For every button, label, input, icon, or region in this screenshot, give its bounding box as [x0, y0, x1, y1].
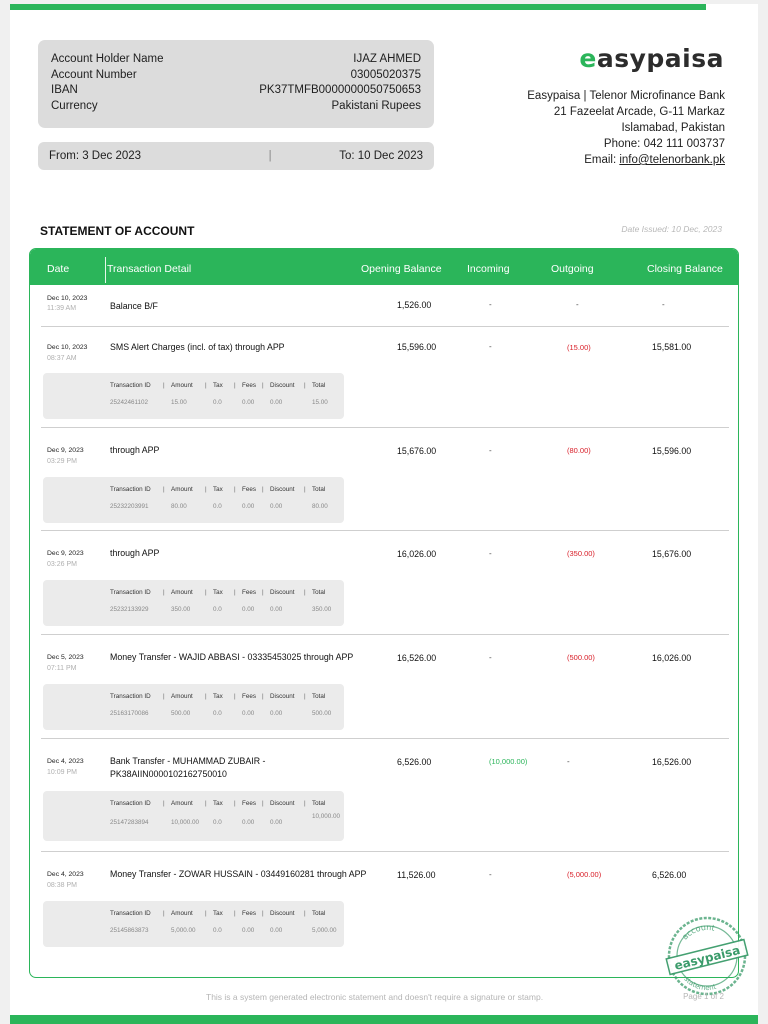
sub-separator: | — [163, 910, 165, 917]
header-date: Date — [47, 263, 70, 275]
sub-separator: | — [304, 693, 306, 700]
header-separator — [105, 257, 106, 283]
sub-tax: 0.0 — [213, 819, 222, 826]
table-row — [30, 327, 738, 427]
sub-amount: 80.00 — [171, 503, 187, 510]
sub-separator: | — [262, 486, 264, 493]
row-date: Dec 4, 2023 — [47, 758, 84, 765]
sub-header-tax: Tax — [213, 486, 223, 493]
account-info-box — [38, 40, 434, 128]
date-issued: Date Issued: 10 Dec, 2023 — [621, 224, 722, 234]
sub-separator: | — [163, 693, 165, 700]
row-time: 08:37 AM — [47, 355, 77, 362]
statement-title: STATEMENT OF ACCOUNT — [40, 224, 195, 238]
period-separator: | — [268, 150, 272, 162]
row-incoming: - — [489, 653, 492, 662]
sub-separator: | — [262, 382, 264, 389]
row-incoming: - — [489, 342, 492, 351]
sub-separator: | — [205, 589, 207, 596]
row-date: Dec 4, 2023 — [47, 871, 84, 878]
table-row — [30, 852, 738, 956]
stamp-top-text: account — [680, 922, 716, 942]
sub-header-amount: Amount — [171, 800, 193, 807]
sub-tax: 0.0 — [213, 710, 222, 717]
sub-separator: | — [205, 800, 207, 807]
bank-phone: Phone: 042 111 003737 — [603, 138, 725, 150]
bank-city: Islamabad, Pakistan — [621, 122, 725, 134]
sub-header-discount: Discount — [270, 693, 295, 700]
sub-total: 80.00 — [312, 503, 328, 510]
sub-fees: 0.00 — [242, 927, 255, 934]
row-incoming: - — [489, 446, 492, 455]
sub-discount: 0.00 — [270, 399, 283, 406]
sub-header-discount: Discount — [270, 382, 295, 389]
sub-total: 500.00 — [312, 710, 332, 717]
row-detail: through APP — [110, 445, 160, 455]
page-number: Page 1 of 2 — [683, 992, 724, 1001]
row-incoming: - — [489, 870, 492, 879]
sub-header-total: Total — [312, 910, 326, 917]
transaction-breakdown — [43, 580, 344, 626]
sub-header-discount: Discount — [270, 589, 295, 596]
row-incoming: (10,000.00) — [489, 757, 528, 766]
row-outgoing: (15.00) — [567, 343, 591, 352]
row-detail: Balance B/F — [110, 301, 158, 311]
row-outgoing: - — [576, 300, 579, 309]
sub-header-tax: Tax — [213, 910, 223, 917]
bank-email-link[interactable]: info@telenorbank.pk — [619, 154, 725, 166]
sub-amount: 5,000.00 — [171, 927, 196, 934]
sub-separator: | — [234, 910, 236, 917]
sub-header-total: Total — [312, 382, 326, 389]
sub-header-amount: Amount — [171, 589, 193, 596]
statement-period-box — [38, 142, 434, 170]
transaction-breakdown — [43, 791, 344, 841]
row-closing: 16,526.00 — [652, 757, 692, 767]
row-opening: 15,596.00 — [397, 342, 437, 352]
table-row — [30, 428, 738, 531]
row-closing: 16,026.00 — [652, 653, 692, 663]
row-opening: 15,676.00 — [397, 446, 437, 456]
transaction-breakdown — [43, 684, 344, 730]
sub-separator: | — [304, 486, 306, 493]
row-date: Dec 9, 2023 — [47, 550, 84, 557]
sub-discount: 0.00 — [270, 606, 283, 613]
sub-total: 350.00 — [312, 606, 332, 613]
sub-header-total: Total — [312, 693, 326, 700]
sub-separator: | — [163, 382, 165, 389]
currency-row — [51, 99, 421, 115]
sub-separator: | — [262, 800, 264, 807]
iban-row — [51, 83, 421, 99]
sub-header-discount: Discount — [270, 910, 295, 917]
row-opening: 11,526.00 — [397, 870, 436, 880]
sub-separator: | — [262, 693, 264, 700]
row-outgoing: (500.00) — [567, 653, 595, 662]
transaction-breakdown — [43, 901, 344, 947]
account-holder-value: IJAZ AHMED — [353, 53, 421, 65]
sub-header-total: Total — [312, 486, 326, 493]
easypaisa-stamp — [665, 914, 749, 998]
footer-note: This is a system generated electronic statement and doesn't require a signature or stamp. — [206, 992, 544, 1002]
sub-separator: | — [163, 486, 165, 493]
row-opening: 6,526.00 — [397, 757, 432, 767]
row-closing: - — [662, 300, 665, 309]
row-detail: Money Transfer - WAJID ABBASI - 03335453025 through APP — [110, 652, 354, 662]
account-number-value: 03005020375 — [350, 68, 421, 81]
row-outgoing: (80.00) — [567, 446, 591, 455]
row-incoming: - — [489, 300, 492, 309]
sub-amount: 15.00 — [171, 399, 187, 406]
sub-header-fees: Fees — [242, 589, 256, 596]
sub-separator: | — [304, 589, 306, 596]
row-closing: 15,676.00 — [652, 549, 692, 559]
sub-discount: 0.00 — [270, 927, 283, 934]
table-row — [30, 635, 738, 739]
row-time: 11:39 AM — [47, 305, 77, 312]
sub-id: 25147283894 — [110, 819, 149, 826]
row-time: 08:38 PM — [47, 882, 77, 889]
account-number-row — [51, 68, 421, 84]
row-opening: 1,526.00 — [397, 300, 432, 310]
bottom-accent-bar — [10, 1015, 758, 1024]
sub-header-total: Total — [312, 800, 326, 807]
sub-amount: 10,000.00 — [171, 819, 200, 826]
bank-address-block — [527, 88, 725, 168]
row-time: 03:29 PM — [47, 458, 77, 465]
row-date: Dec 5, 2023 — [47, 654, 84, 661]
header-incoming: Incoming — [467, 263, 510, 275]
transaction-breakdown — [43, 477, 344, 523]
sub-fees: 0.00 — [242, 710, 255, 717]
sub-discount: 0.00 — [270, 819, 283, 826]
sub-separator: | — [304, 800, 306, 807]
period-from: From: 3 Dec 2023 — [49, 150, 142, 162]
sub-header-amount: Amount — [171, 910, 193, 917]
row-date: Dec 10, 2023 — [47, 295, 88, 302]
stamp-brand-text: easypaisa — [672, 943, 742, 973]
sub-header-id: Transaction ID — [110, 486, 151, 493]
bank-email-label: Email: — [584, 154, 620, 166]
row-opening: 16,526.00 — [397, 653, 437, 663]
row-detail: through APP — [110, 548, 160, 558]
period-to: To: 10 Dec 2023 — [339, 150, 423, 162]
sub-header-tax: Tax — [213, 693, 223, 700]
sub-fees: 0.00 — [242, 503, 255, 510]
table-row — [30, 285, 738, 327]
account-holder-label: Account Holder Name — [51, 53, 164, 65]
sub-header-id: Transaction ID — [110, 589, 151, 596]
transactions-table — [29, 248, 739, 978]
sub-header-fees: Fees — [242, 693, 256, 700]
sub-header-id: Transaction ID — [110, 910, 151, 917]
table-row — [30, 739, 738, 852]
sub-tax: 0.0 — [213, 399, 222, 406]
row-detail: Bank Transfer - MUHAMMAD ZUBAIR - PK38AIIN0000102162750010 — [110, 756, 266, 779]
sub-separator: | — [205, 910, 207, 917]
sub-id: 25242461102 — [110, 399, 149, 406]
sub-id: 25232133929 — [110, 606, 149, 613]
sub-separator: | — [163, 800, 165, 807]
sub-separator: | — [234, 486, 236, 493]
sub-separator: | — [205, 486, 207, 493]
sub-fees: 0.00 — [242, 399, 255, 406]
top-accent-bar — [10, 4, 706, 10]
iban-label: IBAN — [51, 84, 78, 97]
sub-amount: 350.00 — [171, 606, 191, 613]
sub-id: 25232203991 — [110, 503, 149, 510]
sub-header-amount: Amount — [171, 693, 193, 700]
row-closing: 15,596.00 — [652, 446, 692, 456]
currency-label: Currency — [51, 99, 98, 112]
sub-separator: | — [262, 589, 264, 596]
currency-value: Pakistani Rupees — [331, 99, 421, 112]
row-detail: SMS Alert Charges (incl. of tax) through APP — [110, 342, 285, 352]
sub-separator: | — [234, 589, 236, 596]
sub-separator: | — [234, 382, 236, 389]
sub-header-fees: Fees — [242, 486, 256, 493]
row-incoming: - — [489, 549, 492, 558]
sub-discount: 0.00 — [270, 710, 283, 717]
sub-fees: 0.00 — [242, 819, 255, 826]
row-closing: 6,526.00 — [652, 870, 687, 880]
header-detail: Transaction Detail — [107, 263, 192, 275]
sub-header-discount: Discount — [270, 486, 295, 493]
bank-name: Easypaisa | Telenor Microfinance Bank — [527, 90, 725, 102]
sub-separator: | — [234, 800, 236, 807]
table-row — [30, 531, 738, 635]
account-holder-row — [51, 52, 421, 68]
header-opening: Opening Balance — [361, 263, 442, 275]
row-time: 07:11 PM — [47, 665, 77, 672]
transaction-breakdown — [43, 373, 344, 419]
sub-separator: | — [234, 693, 236, 700]
sub-fees: 0.00 — [242, 606, 255, 613]
sub-header-id: Transaction ID — [110, 693, 151, 700]
statement-page — [10, 4, 758, 1024]
row-time: 03:26 PM — [47, 561, 77, 568]
row-outgoing: - — [567, 757, 570, 766]
sub-header-amount: Amount — [171, 382, 193, 389]
sub-tax: 0.0 — [213, 927, 222, 934]
bank-address-line: 21 Fazeelat Arcade, G-11 Markaz — [553, 106, 725, 118]
sub-header-tax: Tax — [213, 382, 223, 389]
sub-header-tax: Tax — [213, 589, 223, 596]
row-date: Dec 9, 2023 — [47, 447, 84, 454]
sub-separator: | — [262, 910, 264, 917]
sub-header-id: Transaction ID — [110, 382, 151, 389]
sub-separator: | — [304, 382, 306, 389]
sub-separator: | — [163, 589, 165, 596]
sub-header-total: Total — [312, 589, 326, 596]
sub-header-fees: Fees — [242, 800, 256, 807]
sub-separator: | — [205, 693, 207, 700]
easypaisa-logo — [579, 44, 724, 73]
logo-text: asypaisa — [596, 44, 724, 73]
sub-tax: 0.0 — [213, 606, 222, 613]
sub-header-amount: Amount — [171, 486, 193, 493]
sub-id: 25163170086 — [110, 710, 149, 717]
row-closing: 15,581.00 — [652, 342, 692, 352]
row-opening: 16,026.00 — [397, 549, 437, 559]
sub-total: 5,000.00 — [312, 927, 337, 934]
account-number-label: Account Number — [51, 68, 137, 81]
row-detail: Money Transfer - ZOWAR HUSSAIN - 03449160281 through APP — [110, 869, 367, 879]
sub-discount: 0.00 — [270, 503, 283, 510]
table-header — [30, 249, 738, 285]
stamp-bottom-text: statement — [682, 975, 718, 993]
header-outgoing: Outgoing — [551, 263, 594, 275]
sub-header-tax: Tax — [213, 800, 223, 807]
sub-separator: | — [205, 382, 207, 389]
sub-header-fees: Fees — [242, 382, 256, 389]
sub-id: 25145863873 — [110, 927, 149, 934]
sub-total: 15.00 — [312, 399, 328, 406]
sub-tax: 0.0 — [213, 503, 222, 510]
sub-amount: 500.00 — [171, 710, 191, 717]
bank-email-row — [527, 152, 725, 168]
row-outgoing: (5,000.00) — [567, 870, 602, 879]
row-time: 10:09 PM — [47, 769, 77, 776]
sub-header-fees: Fees — [242, 910, 256, 917]
row-outgoing: (350.00) — [567, 549, 595, 558]
row-date: Dec 10, 2023 — [47, 344, 88, 351]
logo-e: e — [579, 44, 597, 73]
sub-total: 10,000.00 — [312, 813, 341, 820]
sub-header-id: Transaction ID — [110, 800, 151, 807]
header-closing: Closing Balance — [647, 263, 723, 275]
sub-separator: | — [304, 910, 306, 917]
iban-value: PK37TMFB0000000050750653 — [259, 84, 421, 97]
sub-header-discount: Discount — [270, 800, 295, 807]
